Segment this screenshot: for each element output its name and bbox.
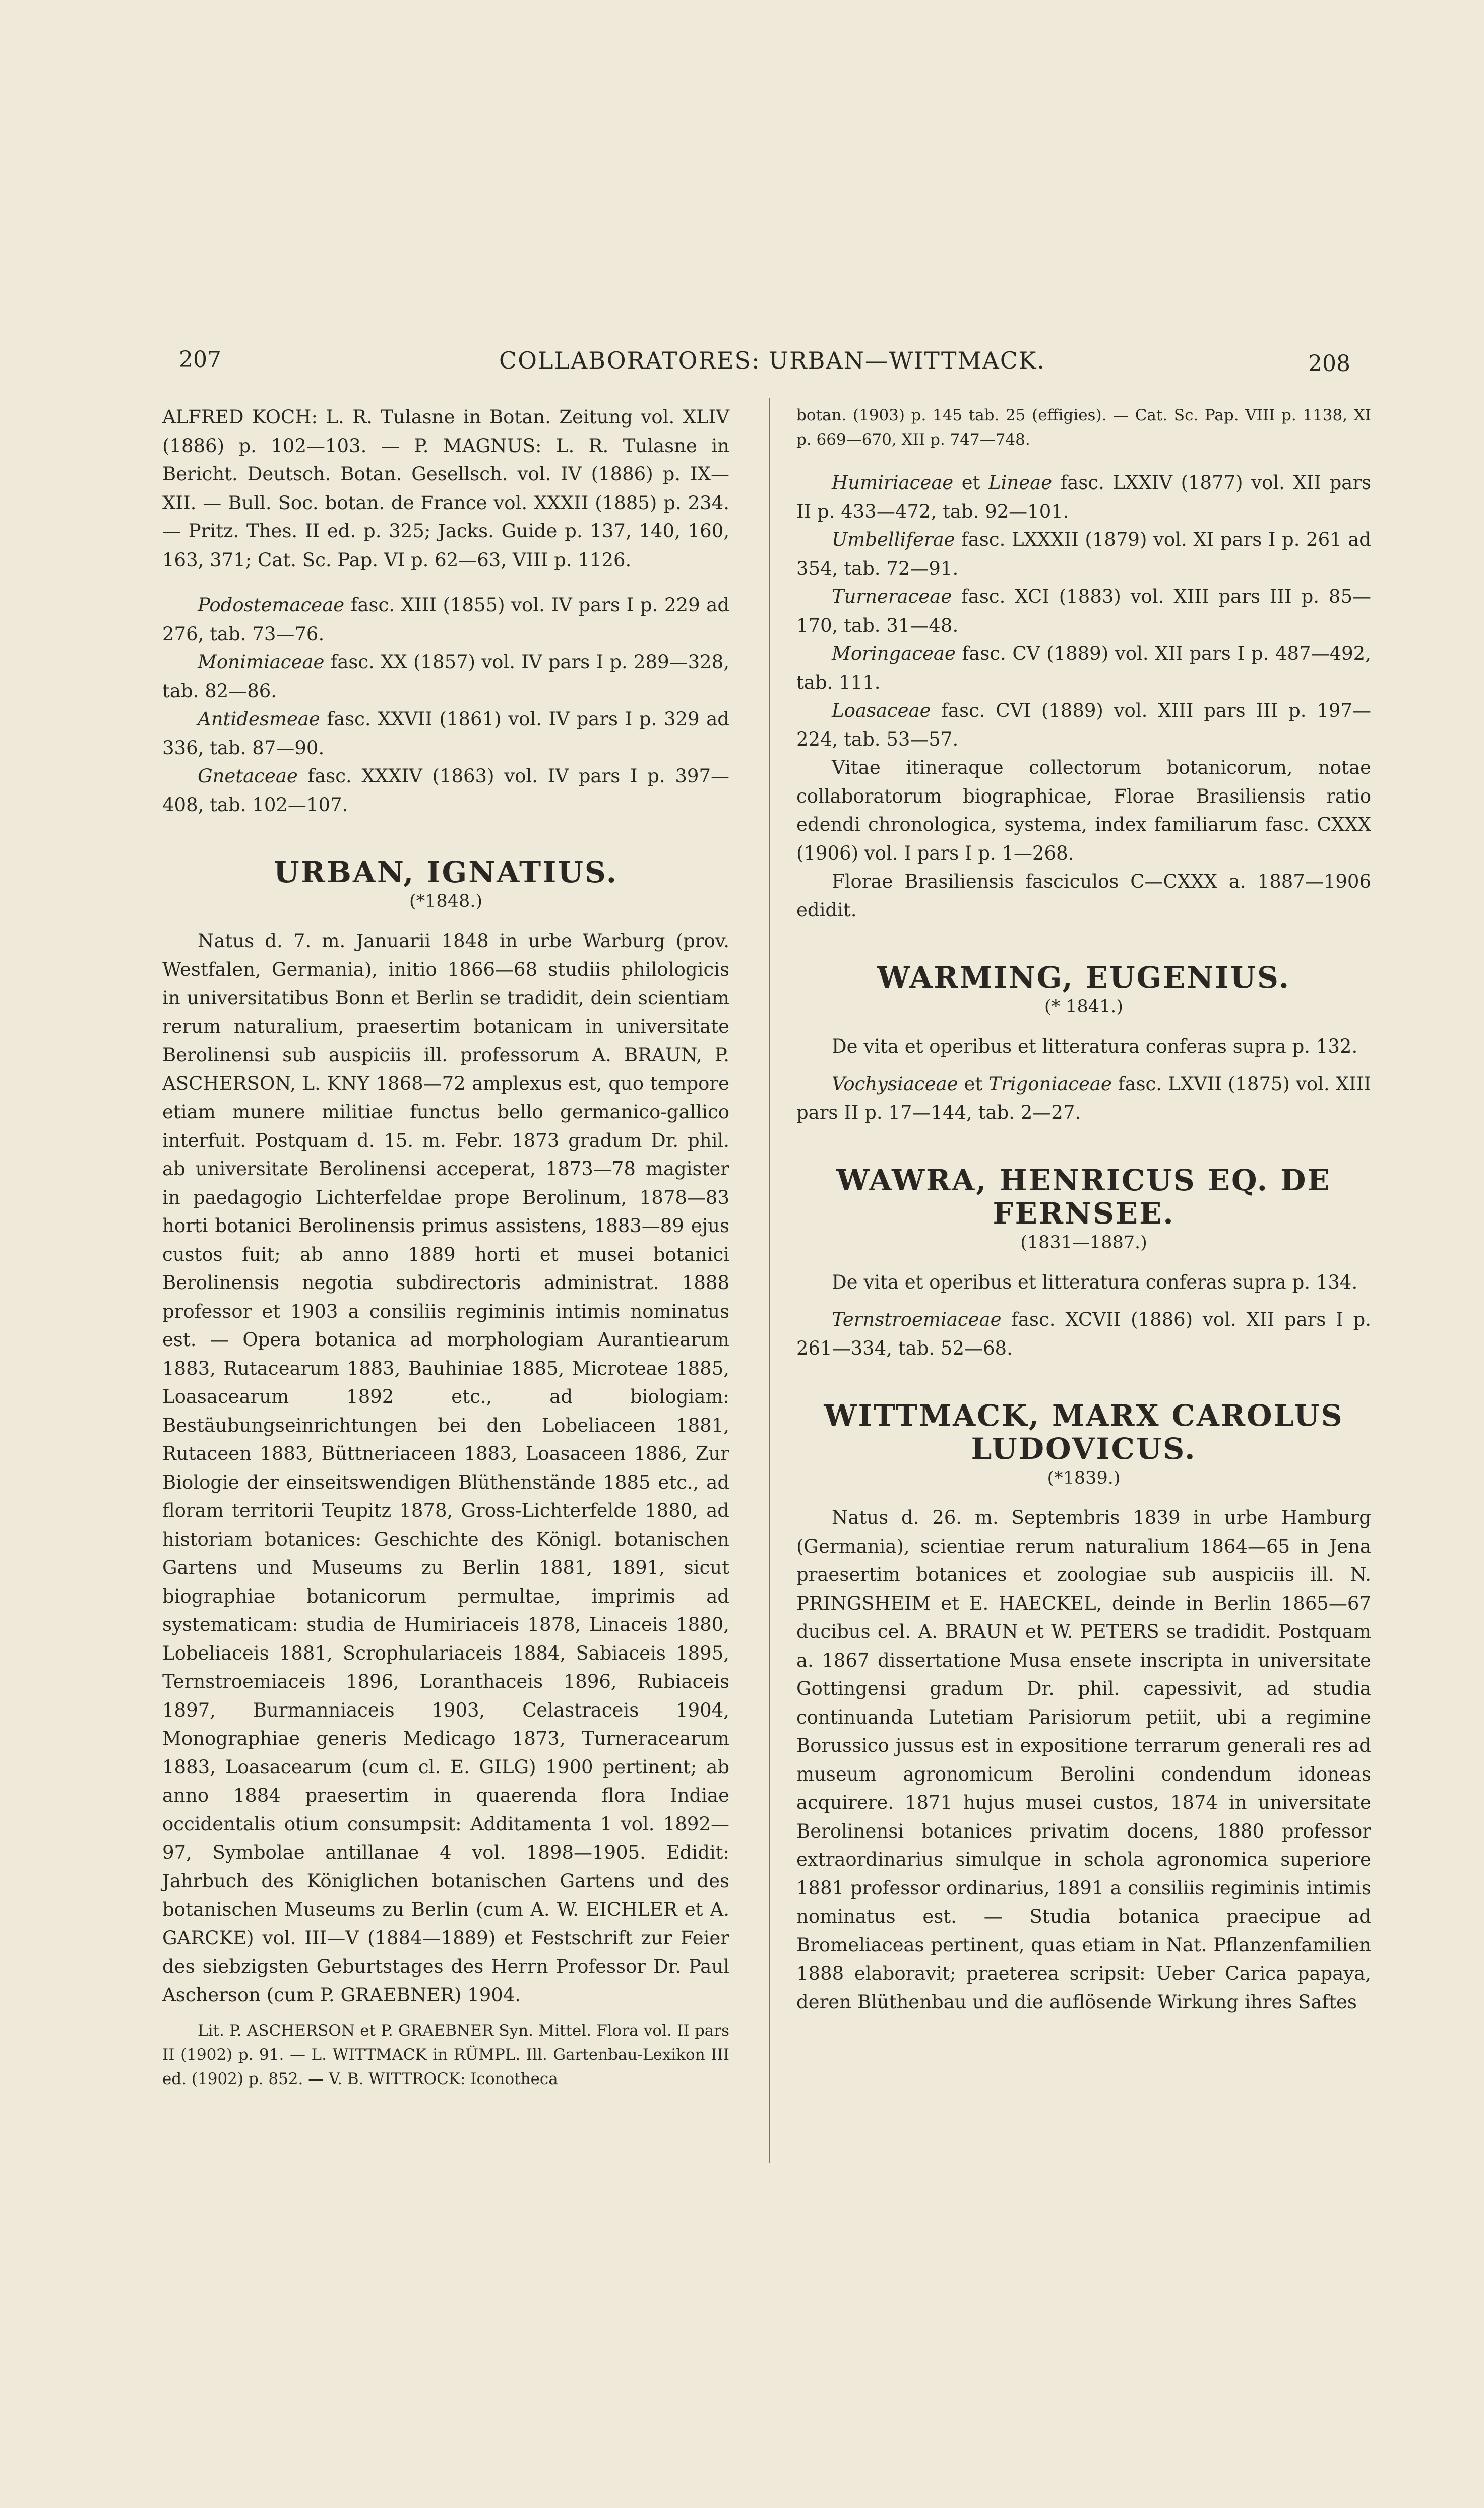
urban-work-entry: Loasaceae fasc. CVI (1889) vol. XIII pars III p. 197—224, tab. 53—57. [796, 700, 1371, 750]
wittmack-heading: WITTMACK, MARX CAROLUS LUDOVICUS. [824, 1398, 1344, 1466]
column-divider [769, 398, 770, 2163]
urban-birth: (*1848.) [409, 891, 482, 911]
wawra-birth: (1831—1887.) [1020, 1232, 1147, 1253]
left-column [162, 403, 729, 2091]
urban-work-entry: Moringaceae fasc. CV (1889) vol. XII pars I p. 487—492, tab. 111. [796, 643, 1371, 693]
tulasne-work-entry: Monimiaceae fasc. XX (1857) vol. IV pars I p. 289—328, tab. 82—86. [162, 651, 729, 702]
wittmack-biography: Natus d. 26. m. Septembris 1839 in urbe Hamburg (Germania), scientiae rerum naturalium 1864—65 in Jena praesertim botanices et zoologiae sub auspiciis ill. N. PRINGSHEIM et E. HAECKEL, deinde in Berlin 1865—67 ducibus cel. A. BRAUN et W. PETERS se tradidit. Postquam a. 1867 dissertatione Musa ensete inscripta in universitate Gottingensi gradum Dr. phil. capessivit, ad studia continuanda Lutetiam Parisiorum petiit, ubi a regimine Borussico jussus est in expositione terrarum generali res ad museum agronomicum Berolini condendum idoneas acquirere. 1871 hujus musei custos, 1874 in universitate Berolinensi botanices privatim docens, 1880 professor extraordinarius simulque in schola agronomica superiore 1881 professor ordinarius, 1891 a consiliis regiminis intimis nominatus est. — Studia botanica praecipue ad Bromeliaceas pertinent, quas etiam in Nat. Pflanzenfamilien 1888 elaboravit; praeterea scripsit: Ueber Carica papaya, deren Blüthenbau und die auflösende Wirkung ihres Saftes [796, 1507, 1371, 2013]
wawra-reference: De vita et operibus et litteratura conferas supra p. 134. [832, 1271, 1358, 1293]
warming-heading: WARMING, EUGENIUS. [877, 960, 1291, 995]
urban-literature-continued: botan. (1903) p. 145 tab. 25 (effigies). — Cat. Sc. Pap. VIII p. 1138, XI p. 669—670, XII p. 747—748. [796, 406, 1371, 449]
urban-literature: Lit. P. ASCHERSON et P. GRAEBNER Syn. Mittel. Flora vol. II pars II (1902) p. 91. — L. WITTMACK in RÜMPL. Ill. Gartenbau-Lexikon III ed. (1902) p. 852. — V. B. WITTROCK: Iconotheca [162, 2022, 729, 2088]
wawra-heading: WAWRA, HENRICUS EQ. DE FERNSEE. [836, 1163, 1331, 1231]
flora-entry: Florae Brasiliensis fasciculos C—CXXX a. 1887—1906 edidit. [796, 871, 1371, 921]
tulasne-work-entry: Gnetaceae fasc. XXXIV (1863) vol. IV pars I p. 397—408, tab. 102—107. [162, 765, 729, 816]
tulasne-work-entry: Antidesmeae fasc. XXVII (1861) vol. IV pars I p. 329 ad 336, tab. 87—90. [162, 708, 729, 759]
wittmack-birth: (*1839.) [1047, 1468, 1121, 1488]
running-header [0, 337, 1484, 387]
urban-biography: Natus d. 7. m. Januarii 1848 in urbe Warburg (prov. Westfalen, Germania), initio 1866—68 studiis philologicis in universitatibus Bonn et Berlin se tradidit, dein scientiam rerum naturalium, praesertim botanicam in universitate Berolinensi sub auspiciis ill. professorum A. BRAUN, P. ASCHERSON, L. KNY 1868—72 amplexus est, quo tempore etiam munere militiae functus bello germanico-gallico interfuit. Postquam d. 15. m. Febr. 1873 gradum Dr. phil. ab universitate Berolinensi acceperat, 1873—78 magister in paedagogio Lichterfeldae prope Berolinum, 1878—83 horti botanici Berolinensis primus assistens, 1883—89 ejus custos fuit; ab anno 1889 horti et musei botanici Berolinensis negotia subdirectoris administrat. 1888 professor et 1903 a consiliis regiminis intimis nominatus est. — Opera botanica ad morphologiam Aurantiearum 1883, Rutacearum 1883, Bauhiniae 1885, Microteae 1885, Loasacearum 1892 etc., ad biologiam: Bestäubungseinrichtungen bei den Lobeliaceen 1881, Rutaceen 1883, Büttneriaceen 1883, Loasaceen 1886, Zur Biologie der einseitswendigen Blüthenstände 1885 etc., ad floram territorii Teupitz 1878, Gross-Lichterfelde 1880, ad historiam botanices: Geschichte des Königl. botanischen Gartens und Museums zu Berlin 1881, 1891, sicut biographiae botanicorum permultae, imprimis ad systematicam: studia de Humiriaceis 1878, Linaceis 1880, Lobeliaceis 1881, Scrophulariaceis 1884, Sabiaceis 1895, Ternstroemiaceis 1896, Loranthaceis 1896, Rubiaceis 1897, Burmanniaceis 1903, Celastraceis 1904, Monographiae generis Medicago 1873, Turneracearum 1883, Loasacearum (cum cl. E. GILG) 1900 pertinent; ab anno 1884 praesertim in quaerenda flora Indiae occidentalis otium consumpsit: Additamenta 1 vol. 1892—97, Symbolae antillanae 4 vol. 1898—1905. Edidit: Jahrbuch des Königlichen botanischen Gartens und des botanischen Museums zu Berlin (cum A. W. EICHLER et A. GARCKE) vol. III—V (1884—1889) et Festschrift zur Feier des siebzigsten Geburtstages des Herrn Professor Dr. Paul Ascherson (cum P. GRAEBNER) 1904. [162, 930, 729, 2006]
wawra-work-entry: Ternstroemiaceae fasc. XCVII (1886) vol. XII pars I p. 261—334, tab. 52—68. [796, 1309, 1371, 1359]
running-title: COLLABORATORES: URBAN—WITTMACK. [499, 347, 1046, 374]
urban-work-entry: Umbelliferae fasc. LXXXII (1879) vol. XI pars I p. 261 ad 354, tab. 72—91. [796, 529, 1371, 579]
tulasne-work-entry: Podostemaceae fasc. XIII (1855) vol. IV pars I p. 229 ad 276, tab. 73—76. [162, 594, 729, 645]
urban-work-entry: Humiriaceae et Lineae fasc. LXXIV (1877) vol. XII pars II p. 433—472, tab. 92—101. [796, 472, 1371, 522]
page-number-right: 208 [1308, 351, 1350, 377]
right-column [796, 403, 1371, 2016]
warming-birth: (* 1841.) [1044, 997, 1124, 1017]
warming-reference: De vita et operibus et litteratura conferas supra p. 132. [832, 1035, 1358, 1057]
urban-work-entry: Turneraceae fasc. XCI (1883) vol. XIII pars III p. 85—170, tab. 31—48. [796, 586, 1371, 636]
urban-heading: URBAN, IGNATIUS. [274, 855, 618, 889]
koch-references: ALFRED KOCH: L. R. Tulasne in Botan. Zeitung vol. XLIV (1886) p. 102—103. — P. MAGNUS: L. R. Tulasne in Bericht. Deutsch. Botan. Gesellsch. vol. IV (1886) p. IX—XII. — Bull. Soc. botan. de France vol. XXXII (1885) p. 234. — Pritz. Thes. II ed. p. 325; Jacks. Guide p. 137, 140, 160, 163, 371; Cat. Sc. Pap. VI p. 62—63, VIII p. 1126. [162, 406, 729, 571]
warming-work-entry: Vochysiaceae et Trigoniaceae fasc. LXVII (1875) vol. XIII pars II p. 17—144, tab. 2—27. [796, 1073, 1371, 1123]
page-number-left: 207 [179, 347, 221, 373]
vitae-entry: Vitae itineraque collectorum botanicorum, notae collaboratorum biographicae, Florae Brasiliensis ratio edendi chronologica, systema, index familiarum fasc. CXXX (1906) vol. I pars I p. 1—268. [796, 757, 1371, 864]
